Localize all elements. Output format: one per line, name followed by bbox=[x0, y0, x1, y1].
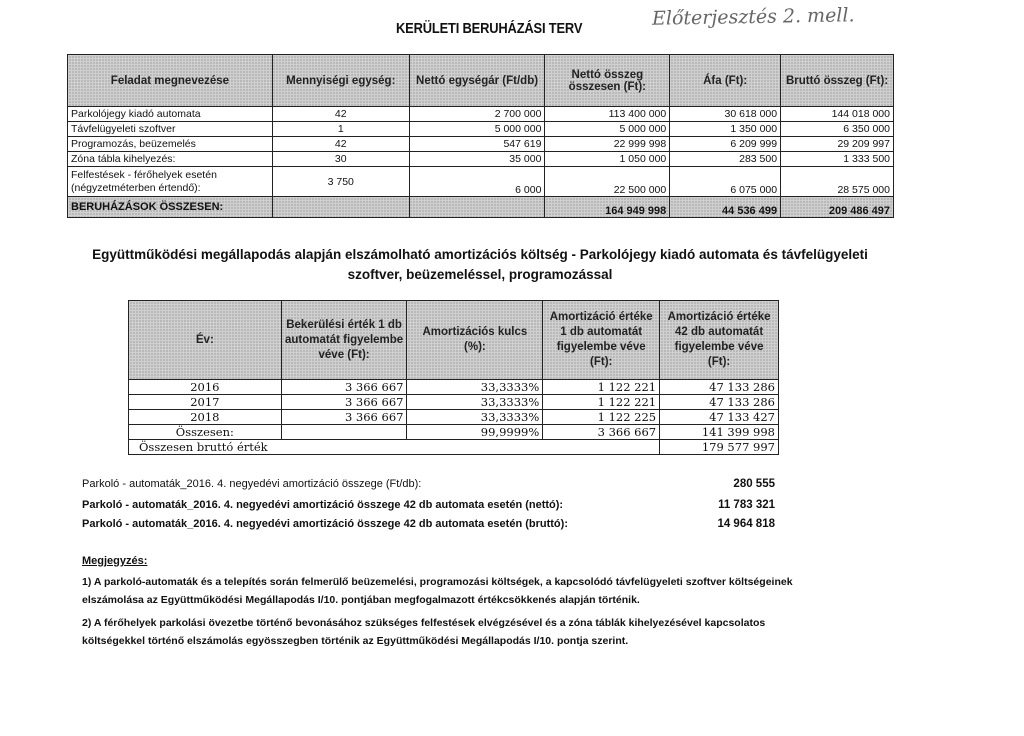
sum-all: 141 399 998 bbox=[660, 425, 779, 440]
empty-cell bbox=[272, 197, 409, 218]
year-cell: 2017 bbox=[129, 395, 282, 410]
task-cell: Felfestések - férőhelyek esetén (négyzetméterben értendő): bbox=[68, 167, 273, 197]
amort-all-cell: 47 133 286 bbox=[660, 395, 779, 410]
gross-cell: 6 350 000 bbox=[781, 122, 894, 137]
task-cell: Parkolójegy kiadó automata bbox=[68, 107, 273, 122]
header-net-total: Nettó összeg összesen (Ft): bbox=[545, 55, 670, 107]
handwritten-note: Előterjesztés 2. mell. bbox=[651, 4, 855, 30]
total-gross: 209 486 497 bbox=[781, 197, 894, 218]
qty-cell: 1 bbox=[272, 122, 409, 137]
sum-one: 3 366 667 bbox=[543, 425, 660, 440]
table-row bbox=[129, 380, 779, 395]
total-label: BERUHÁZÁSOK ÖSSZESEN: bbox=[68, 197, 273, 218]
cost-cell: 3 366 667 bbox=[281, 410, 407, 425]
summary-value: 14 964 818 bbox=[717, 518, 775, 530]
summary-label: Parkoló - automaták_2016. 4. negyedévi amortizáció összege (Ft/db): bbox=[82, 478, 422, 490]
header-year: Év: bbox=[129, 301, 282, 380]
table-row bbox=[68, 167, 894, 197]
vat-cell: 283 500 bbox=[670, 152, 781, 167]
qty-cell: 30 bbox=[272, 152, 409, 167]
gross-sum-label: Összesen bruttó érték bbox=[129, 440, 660, 455]
table-row bbox=[68, 137, 894, 152]
year-cell: 2018 bbox=[129, 410, 282, 425]
unit-price-cell: 6 000 bbox=[409, 167, 545, 197]
header-gross-total: Bruttó összeg (Ft): bbox=[781, 55, 894, 107]
qty-cell: 42 bbox=[272, 137, 409, 152]
net-cell: 22 999 998 bbox=[545, 137, 670, 152]
header-vat: Áfa (Ft): bbox=[670, 55, 781, 107]
gross-sum-all: 179 577 997 bbox=[660, 440, 779, 455]
summary-label: Parkoló - automaták_2016. 4. negyedévi amortizáció összege 42 db automata esetén (nettó): bbox=[82, 499, 564, 511]
summary-label: Parkoló - automaták_2016. 4. negyedévi amortizáció összege 42 db automata esetén (bruttó): bbox=[82, 518, 568, 530]
header-amort-all: Amortizáció értéke 42 db automatát figyelembe véve (Ft): bbox=[660, 301, 779, 380]
vat-cell: 1 350 000 bbox=[670, 122, 781, 137]
rate-cell: 33,3333% bbox=[407, 380, 543, 395]
sum-row bbox=[129, 425, 779, 440]
cost-cell: 3 366 667 bbox=[281, 380, 407, 395]
amort-one-cell: 1 122 221 bbox=[543, 395, 660, 410]
quarterly-amortization-gross bbox=[82, 518, 775, 530]
task-cell: Távfelügyeleti szoftver bbox=[68, 122, 273, 137]
notes-title: Megjegyzés: bbox=[82, 555, 148, 567]
header-unit-price: Nettó egységár (Ft/db) bbox=[409, 55, 545, 107]
table-row bbox=[68, 152, 894, 167]
qty-cell: 42 bbox=[272, 107, 409, 122]
amortization-table bbox=[128, 300, 779, 455]
rate-cell: 33,3333% bbox=[407, 410, 543, 425]
quarterly-amortization-per-unit bbox=[82, 478, 775, 490]
header-cost: Bekerülési érték 1 db automatát figyelembe véve (Ft): bbox=[281, 301, 407, 380]
amort-one-cell: 1 122 221 bbox=[543, 380, 660, 395]
task-cell: Programozás, beüzemelés bbox=[68, 137, 273, 152]
vat-cell: 6 209 999 bbox=[670, 137, 781, 152]
header-amort-one: Amortizáció értéke 1 db automatát figyelembe véve (Ft): bbox=[543, 301, 660, 380]
qty-cell: 3 750 bbox=[272, 167, 409, 197]
note-item: 2) A férőhelyek parkolási övezetbe történő bevonásához szükséges felfestések elvégzésével és a zóna táblák kihelyezésével kapcsolatos költségekkel történő elszámolás egyösszegben történik az Együttműködési Megállapodás I/10. pontja szerint. bbox=[82, 617, 766, 647]
unit-price-cell: 2 700 000 bbox=[409, 107, 545, 122]
gross-sum-row bbox=[129, 440, 779, 455]
summary-value: 280 555 bbox=[733, 478, 775, 490]
summary-value: 11 783 321 bbox=[718, 499, 775, 511]
net-cell: 113 400 000 bbox=[545, 107, 670, 122]
table-row bbox=[68, 107, 894, 122]
unit-price-cell: 5 000 000 bbox=[409, 122, 545, 137]
investment-table bbox=[67, 54, 894, 218]
table-row bbox=[129, 395, 779, 410]
header-task: Feladat megnevezése bbox=[68, 55, 273, 107]
header-rate: Amortizációs kulcs (%): bbox=[407, 301, 543, 380]
unit-price-cell: 35 000 bbox=[409, 152, 545, 167]
empty-cell bbox=[409, 197, 545, 218]
gross-cell: 28 575 000 bbox=[781, 167, 894, 197]
vat-cell: 30 618 000 bbox=[670, 107, 781, 122]
table-row bbox=[68, 122, 894, 137]
task-cell: Zóna tábla kihelyezés: bbox=[68, 152, 273, 167]
rate-cell: 33,3333% bbox=[407, 395, 543, 410]
sum-label: Összesen: bbox=[129, 425, 282, 440]
sum-rate: 99,9999% bbox=[407, 425, 543, 440]
amort-all-cell: 47 133 286 bbox=[660, 380, 779, 395]
header-quantity: Mennyiségi egység: bbox=[272, 55, 409, 107]
quarterly-amortization-net bbox=[82, 499, 775, 511]
gross-cell: 144 018 000 bbox=[781, 107, 894, 122]
amort-one-cell: 1 122 225 bbox=[543, 410, 660, 425]
total-net: 164 949 998 bbox=[545, 197, 670, 218]
table-header-row bbox=[68, 55, 894, 107]
total-row bbox=[68, 197, 894, 218]
page-title: KERÜLETI BERUHÁZÁSI TERV bbox=[396, 20, 583, 37]
net-cell: 22 500 000 bbox=[545, 167, 670, 197]
net-cell: 1 050 000 bbox=[545, 152, 670, 167]
unit-price-cell: 547 619 bbox=[409, 137, 545, 152]
vat-cell: 6 075 000 bbox=[670, 167, 781, 197]
total-vat: 44 536 499 bbox=[670, 197, 781, 218]
table-row bbox=[129, 410, 779, 425]
net-cell: 5 000 000 bbox=[545, 122, 670, 137]
year-cell: 2016 bbox=[129, 380, 282, 395]
gross-cell: 1 333 500 bbox=[781, 152, 894, 167]
cost-cell: 3 366 667 bbox=[281, 395, 407, 410]
amortization-subtitle: Együttműködési megállapodás alapján elszámolható amortizációs költség - Parkolójegy kiadó automata és távfelügyeleti szoftver, beüzemeléssel, programozással bbox=[92, 247, 868, 282]
amort-all-cell: 47 133 427 bbox=[660, 410, 779, 425]
table-header-row bbox=[129, 301, 779, 380]
note-item: 1) A parkoló-automaták és a telepítés során felmerülő beüzemelési, programozási költségek, a kapcsolódó távfelügyeleti szoftver költségeinek elszámolása az Együttműködési Megállapodás I/10. pontjában megfogalmazott értékcsökkenés alapján történik. bbox=[82, 576, 793, 606]
empty-cell bbox=[281, 425, 407, 440]
gross-cell: 29 209 997 bbox=[781, 137, 894, 152]
